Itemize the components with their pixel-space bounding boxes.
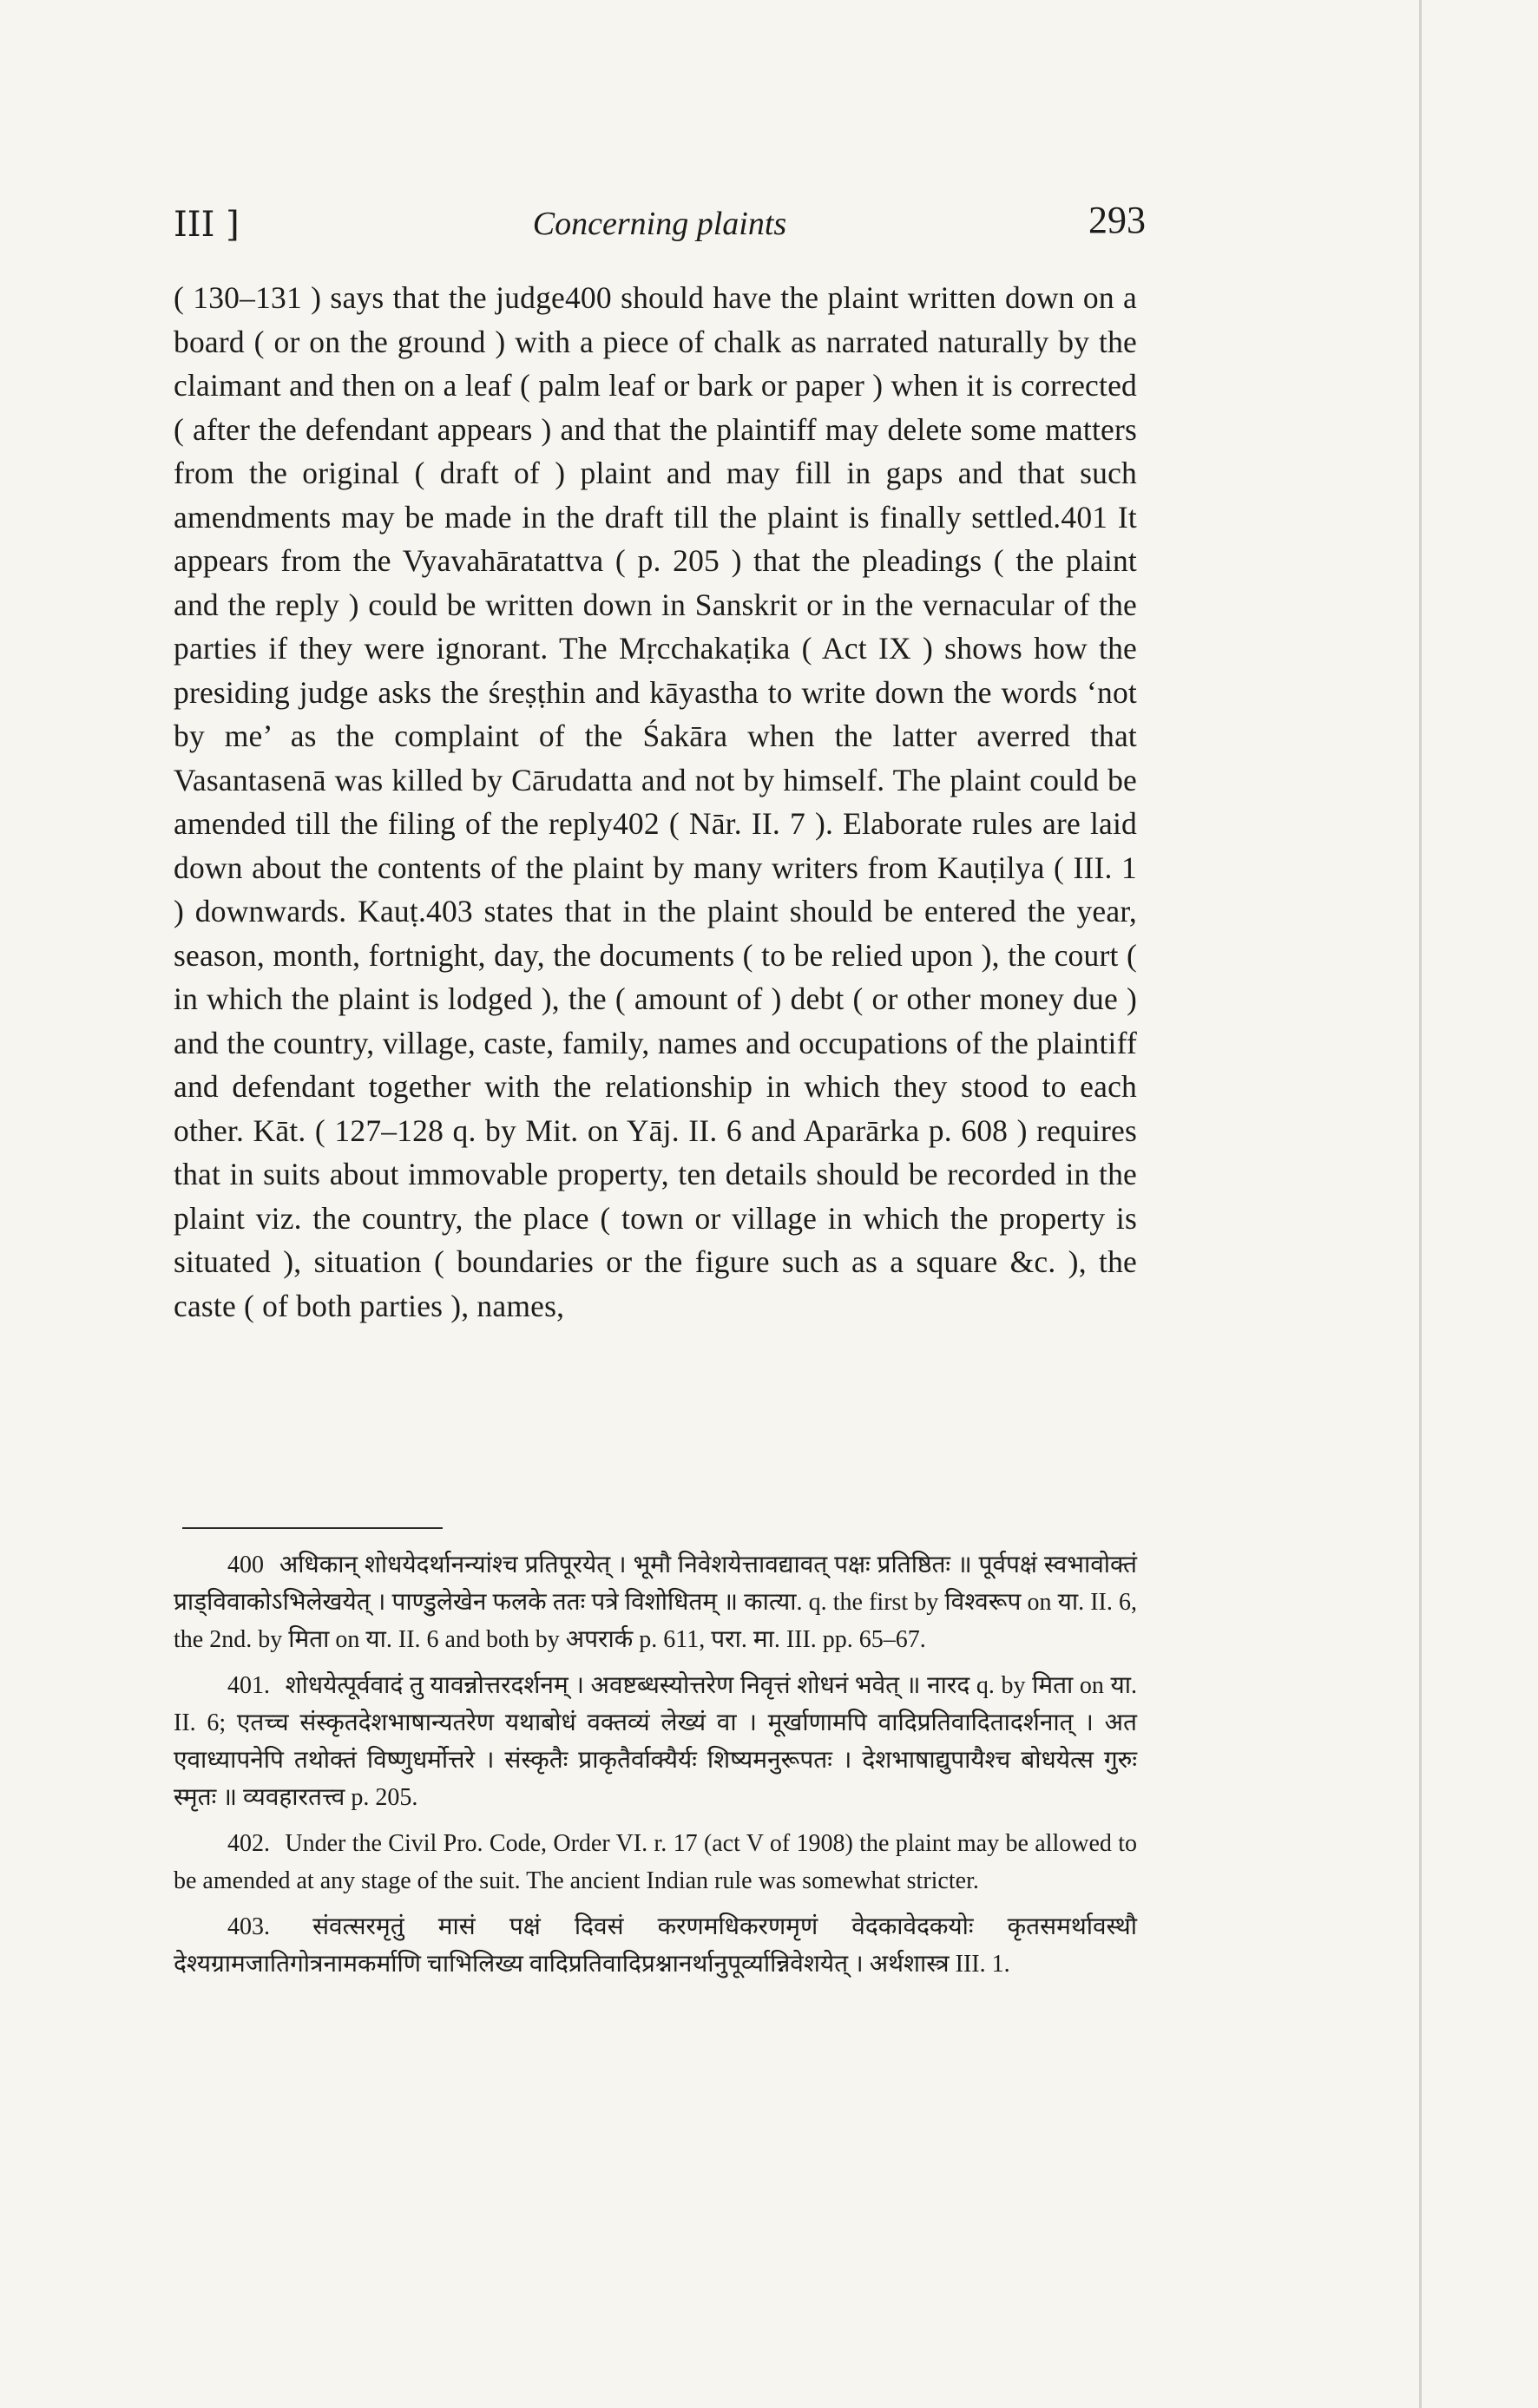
footnote-400 — [174, 1546, 1137, 1658]
section-marker: III ] — [174, 205, 240, 245]
footnote-separator — [182, 1527, 443, 1529]
body-paragraph: ( 130–131 ) says that the judge400 should have the plaint written down on a board ( or on the ground ) with a piece of chalk as narrated naturally by the claimant and then on a leaf ( palm leaf or bark or paper ) when it is corrected ( after the defendant appears ) and that the plaintiff may delete some matters from the original ( draft of ) plaint and may fill in gaps and that such amendments may be made in the draft till the plaint is finally settled.401 It appears from the Vyavahāratattva ( p. 205 ) that the pleadings ( the plaint and the reply ) could be written down in Sanskrit or in the vernacular of the parties if they were ignorant. The Mṛcchakaṭika ( Act IX ) shows how the presiding judge asks the śreṣṭhin and kāyastha to write down the words ‘not by me’ as the complaint of the Śakāra when the latter averred that Vasantasenā was killed by Cārudatta and not by himself. The plaint could be amended till the filing of the reply402 ( Nār. II. 7 ). Elaborate rules are laid down about the contents of the plaint by many writers from Kauṭilya ( III. 1 ) downwards. Kauṭ.403 states that in the plaint should be entered the year, season, month, fortnight, day, the documents ( to be relied upon ), the court ( in which the plaint is lodged ), the ( amount of ) debt ( or other money due ) and the country, village, caste, family, names and occupations of the plaintiff and defendant together with the relationship in which they stood to each other. Kāt. ( 127–128 q. by Mit. on Yāj. II. 6 and Aparārka p. 608 ) requires that in suits about immovable property, ten details should be recorded in the plaint viz. the country, the place ( town or village in which the property is situated ), situation ( boundaries or the figure such as a square &c. ), the caste ( of both parties ), names, — [174, 280, 1137, 1323]
footnote-text: संवत्सरमृतुं मासं पक्षं दिवसं करणमधिकरणमृणं वेदकावेदकयोः कृतसमर्थावस्थौ देश्यग्रामजातिगोत्रनामकर्माणि चाभिलिख्य वादिप्रतिवादिप्रश्नानर्थानुपूर्व्यान्निवेशयेत् । अर्थशास्त्र III. 1. — [174, 1913, 1138, 1978]
footnote-text: शोधयेत्पूर्ववादं तु यावन्नोत्तरदर्शनम् । अवष्टब्धस्योत्तरेण निवृत्तं शोधनं भवेत् ॥ नारद q. by मिता on या. II. 6; एतच्च संस्कृतदेशभाषान्यतरेण यथाबोधं वक्तव्यं लेख्यं वा । मूर्खाणामपि वादिप्रतिवादितादर्शनात् । अत एवाध्यापनेपि तथोक्तं विष्णुधर्मोत्तरे । संस्कृतैः प्राकृतैर्वाक्यैर्यः शिष्यमनुरूपतः । देशभाषाद्युपायैश्च बोधयेत्स गुरुः स्मृतः ॥ व्यवहारतत्त्व p. 205. — [174, 1672, 1138, 1811]
running-title: Concerning plaints — [532, 206, 787, 242]
footnote-number: 403. — [227, 1913, 270, 1940]
page-header — [174, 198, 1146, 259]
page-number: 293 — [1088, 199, 1146, 241]
footnote-text: अधिकान् शोधयेदर्थानन्यांश्च प्रतिपूरयेत् । भूमौ निवेशयेत्तावद्यावत् पक्षः प्रतिष्ठितः ॥ पूर्वपक्षं स्वभावोक्तं प्राड्विवाकोऽभिलेखयेत् । पाण्डुलेखेन फलके ततः पत्रे विशोधितम् ॥ कात्या. q. the first by विश्वरूप on या. II. 6, the 2nd. by मिता on या. II. 6 and both by अपरार्क p. 611, परा. मा. III. pp. 65–67. — [174, 1552, 1138, 1653]
footnotes — [174, 1546, 1137, 1991]
footnote-401 — [174, 1667, 1137, 1816]
footnote-number: 401. — [227, 1672, 270, 1699]
footnote-402 — [174, 1825, 1137, 1899]
footnote-text: Under the Civil Pro. Code, Order VI. r. 17 (act V of 1908) the plaint may be allowed to be amended at any stage of the suit. The ancient Indian rule was somewhat stricter. — [174, 1830, 1138, 1894]
footnote-number: 402. — [227, 1830, 270, 1857]
footnote-number: 400 — [227, 1552, 264, 1578]
page-edge-line — [1419, 0, 1422, 2408]
footnote-403 — [174, 1908, 1137, 1983]
main-text — [174, 276, 1137, 1328]
